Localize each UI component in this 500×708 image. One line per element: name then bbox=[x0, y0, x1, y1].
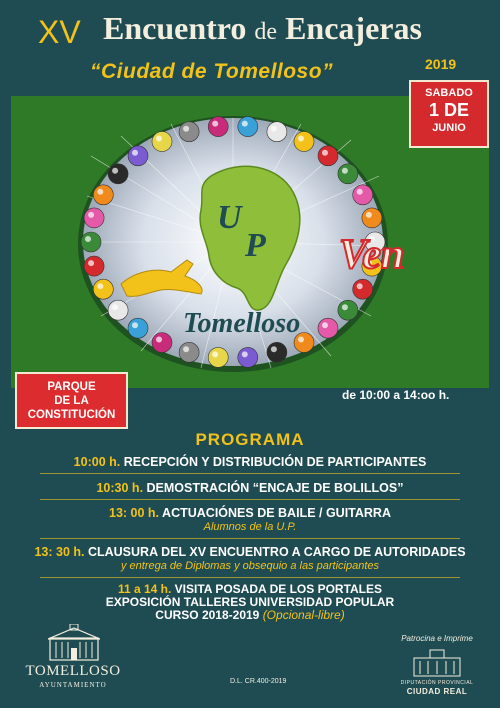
event-year: 2019 bbox=[425, 56, 457, 72]
town-subtitle: AYUNTAMIENTO bbox=[39, 681, 107, 689]
ven-text: Ven bbox=[339, 232, 405, 278]
bobbin-bead bbox=[84, 208, 104, 228]
title-part-a: Encuentro bbox=[103, 10, 255, 46]
bead-highlight bbox=[322, 322, 328, 328]
date-badge bbox=[409, 80, 489, 148]
program-text: ACTUACIÓNES DE BAILE / GUITARRA bbox=[162, 506, 391, 520]
bobbin-bead bbox=[128, 146, 148, 166]
bobbin-bead bbox=[179, 342, 199, 362]
bobbin-bead bbox=[93, 185, 113, 205]
program-time: 13: 00 h. bbox=[109, 506, 160, 520]
bobbin-bead bbox=[318, 146, 338, 166]
program-title: PROGRAMA bbox=[195, 430, 305, 449]
bead-highlight bbox=[112, 304, 118, 310]
date-day: SABADO bbox=[425, 87, 473, 99]
bead-highlight bbox=[342, 304, 348, 310]
program-text: CLAUSURA DEL XV ENCUENTRO A CARGO DE AUTORIDADES bbox=[87, 545, 466, 559]
visit-line-3 bbox=[0, 609, 500, 622]
town-name: TOMELLOSO bbox=[25, 663, 121, 679]
bead-highlight bbox=[271, 126, 277, 132]
bobbin-bead bbox=[128, 318, 148, 338]
bead-highlight bbox=[88, 260, 94, 266]
sponsor-label: Patrocina e Imprime bbox=[401, 634, 473, 643]
visit-block bbox=[0, 583, 500, 622]
visit-course: CURSO 2018-2019 bbox=[155, 608, 260, 622]
bead-highlight bbox=[85, 236, 91, 242]
venue-line-2: DE LA bbox=[54, 395, 89, 407]
bobbin-bead bbox=[362, 208, 382, 228]
title-part-b: Encajeras bbox=[277, 10, 422, 46]
logo-letter-u: U bbox=[217, 199, 242, 236]
program-note: Alumnos de la U.P. bbox=[203, 521, 297, 533]
diputacion-city: CIUDAD REAL bbox=[406, 687, 468, 696]
bobbin-bead bbox=[93, 279, 113, 299]
divider bbox=[40, 577, 460, 578]
bobbin-bead bbox=[294, 132, 314, 152]
bobbin-bead bbox=[338, 164, 358, 184]
bobbin-bead bbox=[318, 318, 338, 338]
logo-city-text: Tomelloso bbox=[183, 308, 301, 339]
bobbin-bead bbox=[152, 132, 172, 152]
bead-highlight bbox=[357, 189, 363, 195]
bobbin-bead bbox=[108, 300, 128, 320]
visit-title: VISITA POSADA DE LOS PORTALES bbox=[174, 582, 383, 596]
bead-highlight bbox=[156, 136, 162, 142]
bead-highlight bbox=[132, 322, 138, 328]
event-hours: de 10:00 a 14:oo h. bbox=[342, 388, 450, 402]
bead-highlight bbox=[183, 126, 189, 132]
divider bbox=[40, 538, 460, 539]
divider bbox=[40, 499, 460, 500]
venue-line-1: PARQUE bbox=[47, 381, 96, 393]
legal-deposit: D.L. CR.400-2019 bbox=[230, 678, 287, 685]
program-item bbox=[0, 506, 500, 520]
bobbin-bead bbox=[267, 122, 287, 142]
title-numeral: XV bbox=[38, 14, 81, 50]
venue-line-3: CONSTITUCIÓN bbox=[27, 409, 116, 421]
program-item bbox=[0, 545, 500, 559]
bobbin-bead bbox=[108, 164, 128, 184]
bead-highlight bbox=[357, 283, 363, 289]
logo-letter-p: P bbox=[245, 227, 266, 264]
bead-highlight bbox=[112, 168, 118, 174]
title-part-de: de bbox=[254, 19, 278, 45]
bobbin-bead bbox=[353, 279, 373, 299]
program-text: RECEPCIÓN Y DISTRIBUCIÓN DE PARTICIPANTES bbox=[123, 455, 427, 469]
program-time: 13: 30 h. bbox=[34, 545, 85, 559]
bead-highlight bbox=[342, 168, 348, 174]
bead-highlight bbox=[156, 337, 162, 343]
bead-highlight bbox=[242, 121, 248, 127]
bead-highlight bbox=[97, 189, 103, 195]
program-item bbox=[0, 481, 500, 495]
bobbin-bead bbox=[152, 333, 172, 353]
visit-line-2: EXPOSICIÓN TALLERES UNIVERSIDAD POPULAR bbox=[105, 595, 395, 609]
bead-highlight bbox=[298, 136, 304, 142]
bead-highlight bbox=[271, 346, 277, 352]
bead-highlight bbox=[97, 283, 103, 289]
bobbin-bead bbox=[208, 347, 228, 367]
visit-optional: (Opcional-libre) bbox=[262, 608, 345, 622]
date-number: 1 DE bbox=[428, 100, 470, 120]
program-time: 10:30 h. bbox=[96, 481, 144, 495]
bobbin-bead bbox=[208, 117, 228, 137]
program-note: y entrega de Diplomas y obsequio a las participantes bbox=[120, 560, 380, 572]
bead-highlight bbox=[183, 346, 189, 352]
bobbin-bead bbox=[353, 185, 373, 205]
program-item bbox=[0, 455, 500, 469]
event-title bbox=[103, 10, 422, 47]
event-subtitle: “Ciudad de Tomelloso” bbox=[90, 60, 334, 83]
bobbin-bead bbox=[267, 342, 287, 362]
bead-highlight bbox=[88, 212, 94, 218]
bobbin-bead bbox=[81, 232, 101, 252]
bobbin-bead bbox=[238, 117, 258, 137]
divider bbox=[40, 473, 460, 474]
diputacion-label: DIPUTACIÓN PROVINCIAL bbox=[400, 680, 474, 686]
bead-highlight bbox=[132, 150, 138, 156]
town-hall-logo bbox=[48, 624, 100, 662]
diputacion-logo bbox=[410, 648, 464, 678]
program-text: DEMOSTRACIÓN “ENCAJE DE BOLILLOS” bbox=[146, 481, 404, 495]
bead-highlight bbox=[242, 351, 248, 357]
visit-time: 11 a 14 h. bbox=[117, 582, 172, 596]
bead-highlight bbox=[322, 150, 328, 156]
program-time: 10:00 h. bbox=[73, 455, 121, 469]
date-month: JUNIO bbox=[432, 122, 466, 134]
bobbin-bead bbox=[338, 300, 358, 320]
bead-highlight bbox=[212, 351, 218, 357]
bobbin-bead bbox=[84, 256, 104, 276]
bobbin-bead bbox=[179, 122, 199, 142]
bobbin-bead bbox=[238, 347, 258, 367]
bead-highlight bbox=[212, 121, 218, 127]
venue-badge bbox=[15, 372, 128, 429]
bead-highlight bbox=[366, 212, 372, 218]
